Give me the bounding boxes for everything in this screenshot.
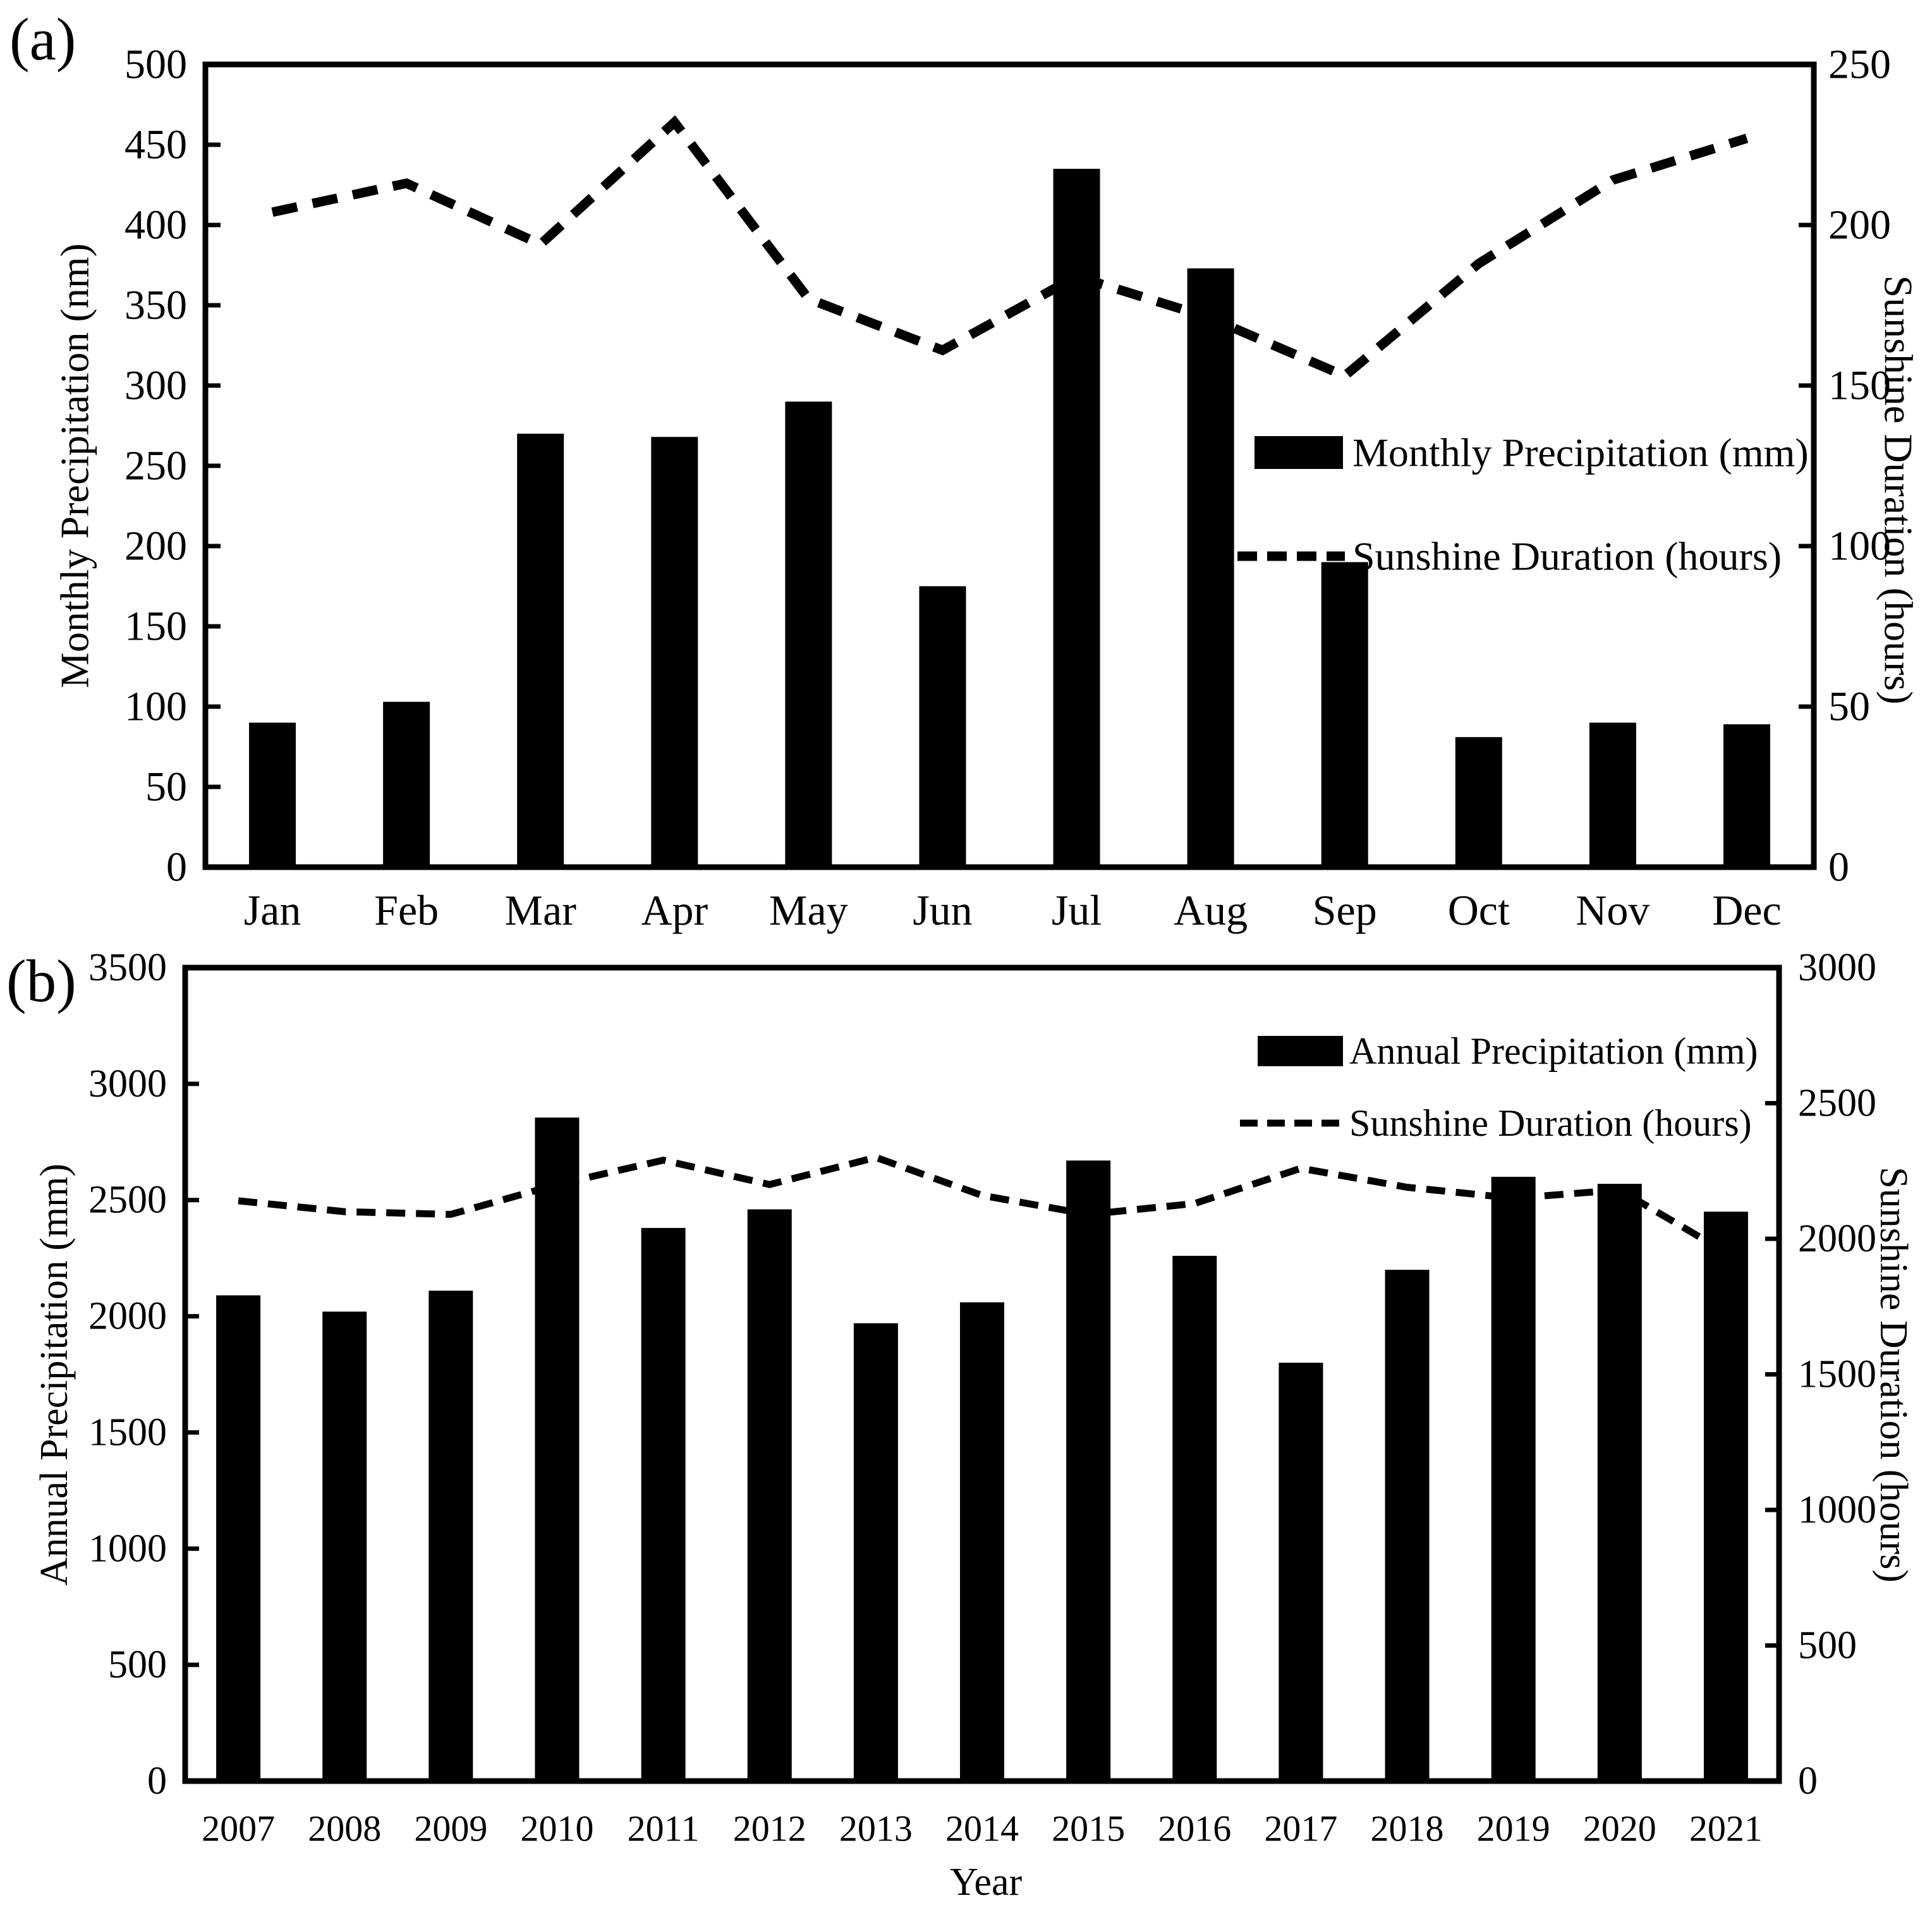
x-axis-label: Dec [1712,886,1782,934]
left-axis-tick-label: 400 [125,202,187,248]
left-axis-tick-label: 0 [166,844,187,891]
x-axis-label: Apr [641,886,708,934]
left-axis-tick-label: 2000 [88,1294,167,1338]
panel-a-label: (a) [9,6,76,73]
right-axis-title: Sunshine Duration (hours) [1876,275,1921,705]
right-axis-tick-label: 500 [1798,1624,1857,1667]
left-axis-tick-label: 150 [125,603,187,650]
bar-2007 [216,1295,260,1781]
legend-bar-swatch [1255,436,1343,469]
bar-Jan [249,722,296,867]
bar-Aug [1188,269,1234,867]
x-axis-label: 2015 [1052,1808,1126,1849]
left-axis-tick-label: 300 [125,362,187,409]
right-axis-tick-label: 150 [1828,362,1891,409]
bar-2020 [1598,1184,1642,1781]
x-axis-label: 2017 [1264,1808,1338,1849]
left-axis-tick-label: 200 [125,523,187,569]
bar-Jul [1054,169,1100,867]
bar-2014 [960,1303,1004,1781]
x-axis-label: Mar [504,886,576,934]
bar-Feb [383,702,430,867]
legend-line-label: Sunshine Duration (hours) [1349,1102,1752,1144]
x-axis-label: 2009 [414,1808,488,1849]
right-axis-tick-label: 2500 [1798,1081,1876,1125]
x-axis-label: 2014 [945,1808,1019,1849]
bar-2009 [428,1291,473,1781]
x-axis-label: Jan [243,886,301,934]
right-axis-tick-label: 250 [1828,41,1891,88]
left-axis-tick-label: 3000 [88,1062,167,1105]
left-axis-tick-label: 100 [125,683,187,730]
right-axis-tick-label: 50 [1828,683,1870,730]
x-axis-label: Nov [1576,886,1650,934]
bar-2016 [1172,1256,1217,1781]
bar-2015 [1066,1160,1110,1781]
right-axis-tick-label: 100 [1828,523,1891,569]
bar-Dec [1723,724,1770,867]
bar-2019 [1492,1177,1536,1781]
bar-Apr [651,437,698,867]
right-axis-tick-label: 200 [1828,202,1891,248]
left-axis-tick-label: 50 [145,763,187,810]
x-axis-label: 2013 [839,1808,913,1849]
x-axis-label: Aug [1174,886,1248,934]
x-axis-label: Sep [1312,886,1377,934]
bar-2021 [1704,1212,1748,1781]
panel-b-label: (b) [6,947,76,1014]
x-axis-label: Jul [1051,886,1102,934]
left-axis-tick-label: 1500 [88,1411,167,1454]
sunshine-line [272,122,1747,375]
left-axis-tick-label: 0 [147,1760,167,1803]
right-axis-tick-label: 1500 [1798,1353,1876,1396]
bar-2017 [1279,1363,1323,1781]
bar-2013 [854,1323,898,1781]
right-axis-tick-label: 3000 [1798,946,1876,989]
right-axis-tick-label: 2000 [1798,1217,1876,1260]
x-axis-label: 2020 [1583,1808,1656,1849]
right-axis-tick-label: 0 [1828,844,1849,891]
x-axis-label: 2018 [1370,1808,1444,1849]
x-axis-label: May [769,886,848,934]
chart-annual [33,946,1915,1904]
x-axis-label: Jun [913,886,973,934]
bar-Nov [1589,722,1636,867]
left-axis-tick-label: 250 [125,442,187,489]
x-axis-label: 2007 [202,1808,276,1849]
x-axis-title: Year [949,1861,1023,1904]
left-axis-tick-label: 500 [125,41,187,88]
bar-Mar [517,434,564,867]
x-axis-label: 2021 [1689,1808,1763,1849]
bar-May [785,401,832,867]
left-axis-tick-label: 2500 [88,1178,167,1222]
legend-bar-swatch [1258,1036,1343,1066]
x-axis-label: Oct [1447,886,1510,934]
right-axis-tick-label: 0 [1798,1760,1818,1803]
bar-Oct [1455,737,1502,867]
bar-2012 [748,1209,792,1781]
bar-Sep [1321,562,1368,867]
chart-monthly [52,42,1921,935]
left-axis-tick-label: 3500 [88,946,167,989]
bar-2008 [322,1311,367,1781]
bar-2018 [1385,1270,1430,1781]
legend-bar-label: Monthly Precipitation (mm) [1352,430,1809,475]
legend-bar-label: Annual Precipitation (mm) [1349,1030,1758,1072]
left-axis-tick-label: 350 [125,282,187,329]
bar-2010 [535,1117,579,1781]
left-axis-tick-label: 1000 [88,1527,167,1571]
x-axis-label: 2016 [1158,1808,1232,1849]
right-axis-title: Sunshine Duration (hours) [1872,1167,1915,1583]
x-axis-label: 2010 [520,1808,594,1849]
left-axis-title: Monthly Precipitation (nm) [52,243,97,688]
x-axis-label: 2012 [732,1808,806,1849]
bar-2011 [641,1228,686,1781]
x-axis-label: 2019 [1476,1808,1550,1849]
x-axis-label: Feb [374,886,439,934]
legend-line-label: Sunshine Duration (hours) [1352,533,1782,579]
left-axis-tick-label: 500 [108,1643,167,1687]
left-axis-title: Annual Precipitation (mm) [33,1163,76,1586]
x-axis-label: 2011 [627,1808,700,1849]
x-axis-label: 2008 [308,1808,382,1849]
bar-Jun [919,587,966,868]
right-axis-tick-label: 1000 [1798,1488,1876,1531]
left-axis-tick-label: 450 [125,121,187,168]
